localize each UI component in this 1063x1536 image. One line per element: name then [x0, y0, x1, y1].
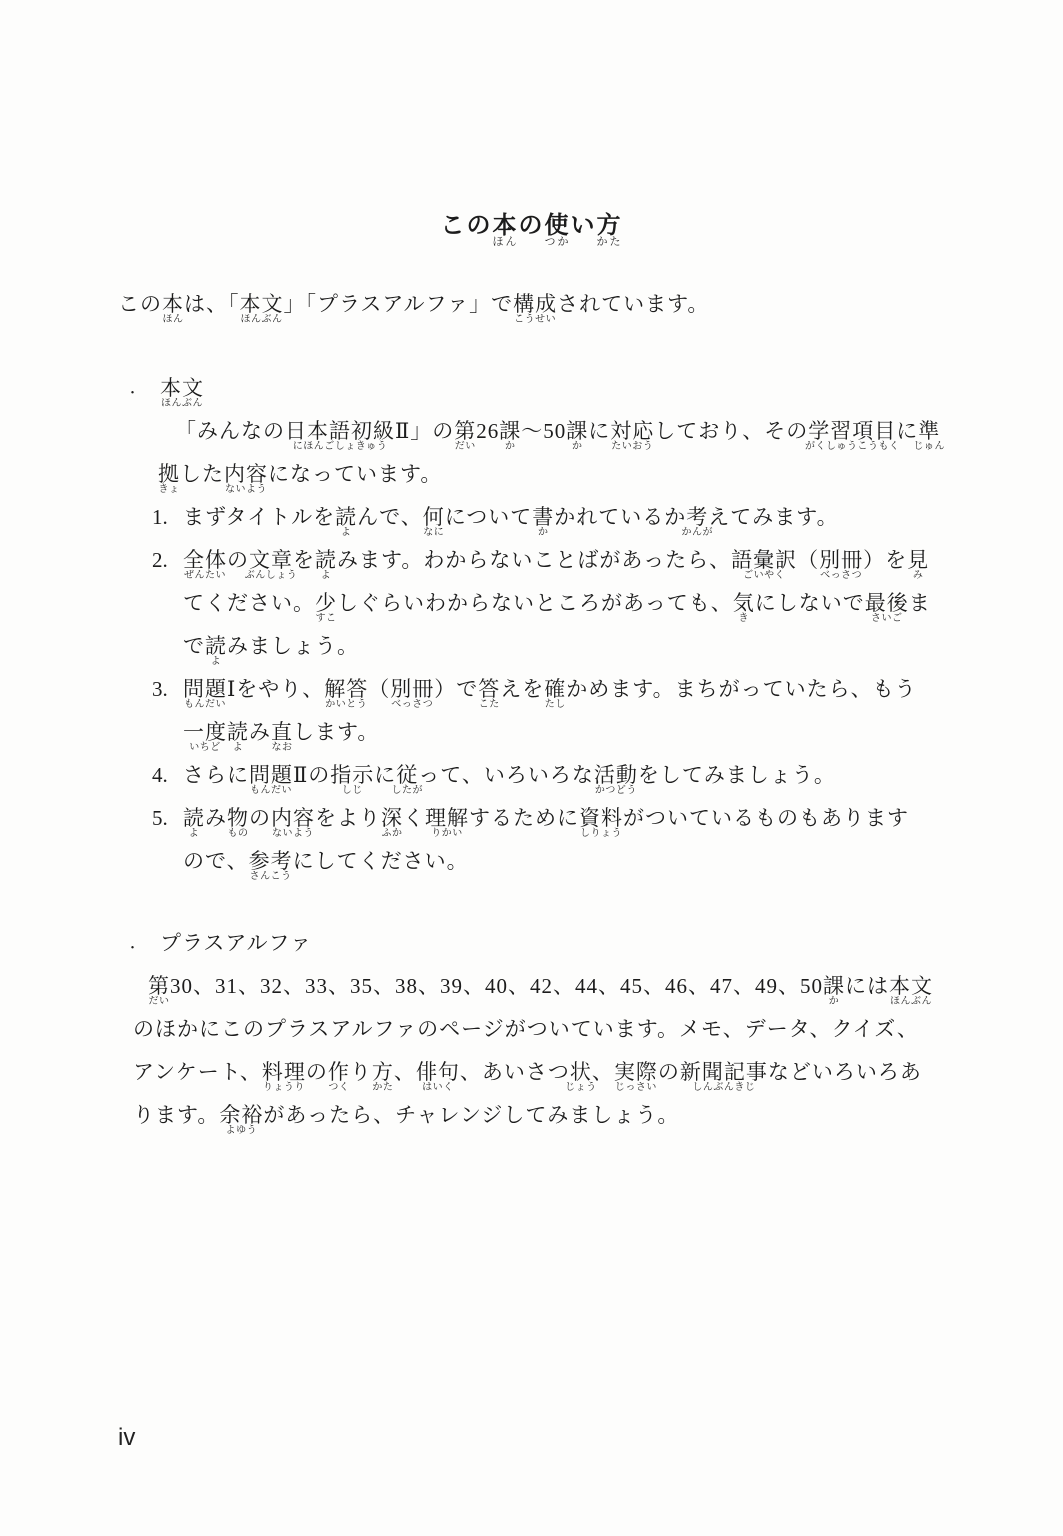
- ruby-segment: [513, 291, 558, 325]
- base-text: 読: [315, 548, 337, 572]
- text-line: [0, 805, 1063, 848]
- ruby-segment: [327, 1059, 350, 1093]
- furigana: ほん: [162, 314, 184, 325]
- text-run: 」「プラスアルファ」で: [283, 292, 514, 316]
- text-run: をしてみましょう。: [637, 763, 836, 787]
- text-run: この: [440, 213, 493, 239]
- base-text: 解答: [324, 677, 369, 701]
- text-run: えてみます。: [708, 505, 839, 529]
- ruby-segment: [566, 418, 589, 452]
- text-run: プラスアルファ: [160, 931, 313, 955]
- text-run: は、「: [184, 292, 240, 316]
- text-run: てください。: [183, 591, 315, 615]
- text-run: 、: [393, 1060, 416, 1084]
- text-run: ）で: [434, 677, 479, 701]
- list-number: 2.: [152, 548, 168, 572]
- text-line: [0, 762, 1063, 805]
- text-run: 〜50: [521, 419, 567, 443]
- text-run: にしてください。: [292, 849, 469, 873]
- ruby-segment: [249, 762, 293, 796]
- text-run: まずタイトルを: [183, 505, 336, 529]
- text-line: [0, 590, 1063, 633]
- base-text: 読: [183, 806, 205, 830]
- furigana: いちど: [189, 742, 221, 753]
- ruby-segment: [422, 504, 445, 538]
- text-run: Ⅱの: [293, 763, 331, 787]
- base-text: 内容: [271, 806, 315, 830]
- ruby-segment: [415, 1059, 460, 1093]
- ruby-segment: [271, 805, 315, 839]
- base-text: 読: [205, 634, 227, 658]
- ruby-segment: [324, 676, 369, 710]
- ruby-segment: [593, 762, 638, 796]
- base-text: 課: [823, 974, 845, 998]
- text-run: をより: [315, 806, 381, 830]
- text-run: を: [293, 548, 315, 572]
- ruby-segment: [499, 418, 522, 452]
- ruby-segment: [248, 848, 293, 882]
- ruby-segment: [315, 590, 337, 624]
- ruby-segment: [371, 1059, 394, 1093]
- furigana: りょうり: [262, 1082, 305, 1093]
- ruby-segment: [227, 719, 249, 753]
- text-run: に: [588, 419, 611, 443]
- text-run: には: [845, 974, 889, 998]
- base-text: 課: [566, 419, 589, 443]
- ruby-segment: [425, 805, 469, 839]
- text-run: ので、: [183, 849, 249, 873]
- text-line: [0, 676, 1063, 719]
- text-run: の: [305, 1060, 328, 1084]
- furigana: しんぶんきじ: [692, 1082, 756, 1093]
- base-text: 問題: [183, 677, 227, 701]
- furigana: よゆう: [225, 1125, 258, 1136]
- base-text: 本文: [160, 376, 204, 400]
- base-text: 対応: [610, 419, 655, 443]
- text-run: この: [118, 292, 162, 316]
- text-run: にしないで: [754, 591, 865, 615]
- text-run: んで、: [357, 505, 423, 529]
- base-text: 第: [148, 974, 170, 998]
- ruby-segment: [183, 805, 205, 839]
- ruby-segment: [731, 547, 798, 581]
- furigana: さいご: [871, 613, 903, 624]
- furigana: かいとう: [325, 699, 368, 710]
- base-text: 方: [371, 1060, 394, 1084]
- base-text: 文章: [249, 548, 293, 572]
- furigana: ほんぶん: [161, 398, 203, 409]
- furigana: じゅん: [913, 441, 946, 452]
- text-run: みましょう。: [227, 634, 359, 658]
- sections: [0, 375, 1063, 1145]
- text-run: Ⅰをやり、: [227, 677, 325, 701]
- base-text: 本: [162, 292, 184, 316]
- ruby-segment: [261, 1059, 306, 1093]
- ruby-segment: [613, 1059, 658, 1093]
- base-text: 俳句: [415, 1060, 460, 1084]
- furigana: もの: [227, 828, 249, 839]
- base-text: 余裕: [219, 1103, 264, 1127]
- furigana: き: [738, 613, 750, 624]
- furigana: よ: [340, 527, 352, 538]
- text-run: の: [227, 548, 249, 572]
- base-text: 方: [596, 213, 623, 239]
- furigana: きょ: [158, 484, 180, 495]
- text-run: のほかにこのプラスアルファのページがついています。メモ、データ、クイズ、: [133, 1017, 919, 1041]
- base-text: 準: [918, 419, 941, 443]
- text-run: み: [249, 720, 271, 744]
- furigana: か: [505, 441, 516, 452]
- ruby-segment: [823, 973, 845, 1007]
- base-text: 確: [544, 677, 567, 701]
- base-text: 使: [544, 213, 571, 239]
- text-run: 、: [591, 1060, 614, 1084]
- furigana: ごいやく: [743, 570, 786, 581]
- furigana: だい: [454, 441, 476, 452]
- text-run: 「みんなの: [175, 419, 285, 443]
- text-line: [0, 973, 1063, 1016]
- text-run: （: [368, 677, 391, 701]
- text-run: かれているか: [554, 505, 687, 529]
- base-text: 気: [732, 591, 755, 615]
- text-run: 、あいさつ: [459, 1060, 570, 1084]
- furigana: かた: [372, 1082, 394, 1093]
- text-run: に: [896, 419, 919, 443]
- base-text: 最後: [864, 591, 909, 615]
- base-text: 考: [686, 505, 709, 529]
- page-title: [0, 205, 1063, 248]
- furigana: したが: [391, 785, 424, 796]
- text-line: [0, 547, 1063, 590]
- ruby-segment: [158, 461, 180, 495]
- ruby-segment: [227, 805, 249, 839]
- ruby-segment: [330, 762, 375, 796]
- page-number: iv: [118, 1424, 136, 1451]
- furigana: こうせい: [514, 314, 557, 325]
- text-line: [0, 848, 1063, 891]
- ruby-segment: [205, 633, 227, 667]
- ruby-segment: [478, 676, 501, 710]
- text-line: [0, 504, 1063, 547]
- base-text: 状: [569, 1060, 592, 1084]
- ruby-segment: [492, 205, 519, 248]
- text-line: [0, 1102, 1063, 1145]
- furigana: つく: [328, 1082, 350, 1093]
- text-line: [0, 633, 1063, 676]
- ruby-segment: [681, 504, 714, 538]
- furigana: じっさい: [614, 1082, 657, 1093]
- base-text: 日本語初級: [285, 419, 395, 443]
- base-text: 答: [478, 677, 501, 701]
- text-run: 26: [476, 419, 500, 443]
- furigana: はいく: [422, 1082, 454, 1093]
- section-heading: [0, 930, 1063, 973]
- text-run: について: [444, 505, 533, 529]
- furigana: りかい: [431, 828, 463, 839]
- furigana: かつどう: [594, 785, 637, 796]
- ruby-segment: [219, 1102, 264, 1136]
- ruby-segment: [239, 291, 284, 325]
- text-run: ま: [908, 591, 931, 615]
- base-text: 新聞記事: [679, 1060, 768, 1084]
- text-run: で: [183, 634, 205, 658]
- base-text: 理解: [425, 806, 469, 830]
- furigana: かた: [596, 236, 623, 248]
- ruby-segment: [162, 291, 184, 325]
- ruby-segment: [315, 547, 337, 581]
- furigana: ほん: [492, 236, 519, 248]
- text-line: [0, 719, 1063, 762]
- ruby-segment: [183, 719, 227, 753]
- furigana: もんだい: [184, 699, 226, 710]
- ruby-segment: [907, 547, 930, 581]
- text-run: した: [180, 462, 224, 486]
- furigana: よ: [232, 742, 244, 753]
- text-run: しており、その: [654, 419, 809, 443]
- list-number: 5.: [152, 806, 168, 830]
- section-heading: [0, 375, 1063, 418]
- furigana: か: [538, 527, 549, 538]
- ruby-segment: [913, 418, 946, 452]
- bullet-icon: ・: [126, 940, 141, 955]
- furigana: ふか: [381, 828, 403, 839]
- text-run: しぐらいわからないところがあっても、: [337, 591, 733, 615]
- text-run: がついているものもあります: [623, 806, 909, 830]
- base-text: 活動: [593, 763, 638, 787]
- base-text: 指示: [330, 763, 375, 787]
- furigana: か: [828, 996, 840, 1007]
- text-run: の: [657, 1060, 680, 1084]
- base-text: 別冊: [819, 548, 864, 572]
- ruby-segment: [596, 205, 623, 248]
- text-line: [0, 291, 1063, 334]
- ruby-segment: [381, 805, 403, 839]
- base-text: 全体: [183, 548, 227, 572]
- furigana: しじ: [341, 785, 363, 796]
- text-run: の: [518, 213, 545, 239]
- base-text: 書: [532, 505, 555, 529]
- text-run: の: [249, 806, 271, 830]
- base-text: 深: [381, 806, 403, 830]
- furigana: たし: [544, 699, 566, 710]
- furigana: ほんぶん: [890, 996, 932, 1007]
- base-text: 本: [492, 213, 519, 239]
- ruby-segment: [565, 1059, 597, 1093]
- base-text: 従: [396, 763, 419, 787]
- text-run: 30、31、32、33、35、38、39、40、42、44、45、46、47、49、50: [170, 974, 823, 998]
- text-run: ります。: [133, 1103, 220, 1127]
- base-text: 実際: [613, 1060, 658, 1084]
- text-line: [0, 418, 1063, 461]
- ruby-segment: [183, 547, 227, 581]
- base-text: 参考: [248, 849, 293, 873]
- ruby-segment: [579, 805, 623, 839]
- ruby-segment: [335, 504, 358, 538]
- base-text: 少: [315, 591, 337, 615]
- base-text: 学習項目: [808, 419, 897, 443]
- base-text: 見: [907, 548, 930, 572]
- text-run: り: [349, 1060, 372, 1084]
- base-text: 構成: [513, 292, 558, 316]
- furigana: ないよう: [272, 828, 314, 839]
- base-text: 拠: [158, 462, 180, 486]
- base-text: 読: [335, 505, 358, 529]
- ruby-segment: [732, 590, 755, 624]
- text-run: に: [374, 763, 397, 787]
- base-text: 何: [422, 505, 445, 529]
- furigana: たいおう: [611, 441, 654, 452]
- ruby-segment: [864, 590, 909, 624]
- text-run: みます。わからないことばがあったら、: [337, 548, 732, 572]
- list-number: 4.: [152, 763, 168, 787]
- furigana: しりょう: [580, 828, 622, 839]
- text-line: [0, 1016, 1063, 1059]
- furigana: か: [572, 441, 583, 452]
- base-text: 本文: [889, 974, 933, 998]
- ruby-segment: [285, 418, 395, 452]
- intro-paragraph: [0, 291, 1063, 334]
- text-run: えを: [500, 677, 545, 701]
- base-text: 料理: [261, 1060, 306, 1084]
- base-text: 課: [499, 419, 522, 443]
- base-text: 読: [227, 720, 249, 744]
- ruby-segment: [610, 418, 655, 452]
- furigana: がくしゅうこうもく: [805, 441, 900, 452]
- furigana: つか: [544, 236, 571, 248]
- furigana: よ: [210, 656, 222, 667]
- ruby-segment: [454, 418, 477, 452]
- ruby-segment: [391, 762, 424, 796]
- furigana: さんこう: [249, 871, 292, 882]
- base-text: 語彙訳: [731, 548, 798, 572]
- furigana: なお: [271, 742, 293, 753]
- base-text: 直: [271, 720, 293, 744]
- text-run: く: [403, 806, 425, 830]
- text-run: されています。: [557, 292, 710, 316]
- text-run: するために: [469, 806, 579, 830]
- furigana: なに: [423, 527, 445, 538]
- base-text: 問題: [249, 763, 293, 787]
- text-run: （: [797, 548, 820, 572]
- furigana: ぜんたい: [184, 570, 226, 581]
- text-run: などいろいろあ: [767, 1060, 922, 1084]
- ruby-segment: [679, 1059, 768, 1093]
- furigana: ないよう: [225, 484, 267, 495]
- list-number: 3.: [152, 677, 168, 701]
- ruby-segment: [544, 205, 571, 248]
- ruby-segment: [160, 375, 204, 409]
- furigana: もんだい: [250, 785, 292, 796]
- text-run: があったら、チャレンジしてみましょう。: [263, 1103, 680, 1127]
- text-run: って、いろいろな: [418, 763, 594, 787]
- text-line: [0, 1059, 1063, 1102]
- ruby-segment: [271, 719, 293, 753]
- furigana: すこ: [315, 613, 337, 624]
- text-run: ）を: [863, 548, 908, 572]
- furigana: み: [912, 570, 924, 581]
- text-run: い: [570, 213, 597, 239]
- furigana: よ: [188, 828, 200, 839]
- section: [0, 375, 1063, 891]
- base-text: 本文: [239, 292, 284, 316]
- title-line: [0, 205, 1063, 248]
- furigana: じょう: [565, 1082, 597, 1093]
- text-run: になっています。: [268, 462, 443, 486]
- base-text: 作: [327, 1060, 350, 1084]
- bullet-icon: ・: [126, 385, 141, 400]
- text-run: み: [205, 806, 227, 830]
- base-text: 内容: [224, 462, 268, 486]
- furigana: べっさつ: [391, 699, 434, 710]
- ruby-segment: [889, 973, 933, 1007]
- ruby-segment: [532, 504, 555, 538]
- text-run: します。: [293, 720, 380, 744]
- furigana: ほんぶん: [240, 314, 283, 325]
- ruby-segment: [183, 676, 227, 710]
- base-text: 一度: [183, 720, 227, 744]
- ruby-segment: [148, 973, 170, 1007]
- ruby-segment: [244, 547, 298, 581]
- furigana: べっさつ: [820, 570, 863, 581]
- furigana: にほんごしょきゅう: [292, 441, 388, 452]
- ruby-segment: [805, 418, 900, 452]
- list-number: 1.: [152, 505, 168, 529]
- base-text: 物: [227, 806, 249, 830]
- ruby-segment: [819, 547, 864, 581]
- text-run: Ⅱ」の: [395, 419, 455, 443]
- base-text: 資料: [579, 806, 623, 830]
- furigana: よ: [320, 570, 332, 581]
- text-run: アンケート、: [133, 1060, 262, 1084]
- text-run: かめます。まちがっていたら、もう: [566, 677, 917, 701]
- furigana: だい: [148, 996, 170, 1007]
- base-text: 別冊: [390, 677, 435, 701]
- ruby-segment: [544, 676, 567, 710]
- section: [0, 930, 1063, 1145]
- base-text: 第: [454, 419, 477, 443]
- text-run: さらに: [183, 763, 249, 787]
- furigana: こた: [478, 699, 500, 710]
- text-line: [0, 461, 1063, 504]
- furigana: かんが: [681, 527, 714, 538]
- furigana: ぶんしょう: [244, 570, 298, 581]
- ruby-segment: [390, 676, 435, 710]
- ruby-segment: [224, 461, 268, 495]
